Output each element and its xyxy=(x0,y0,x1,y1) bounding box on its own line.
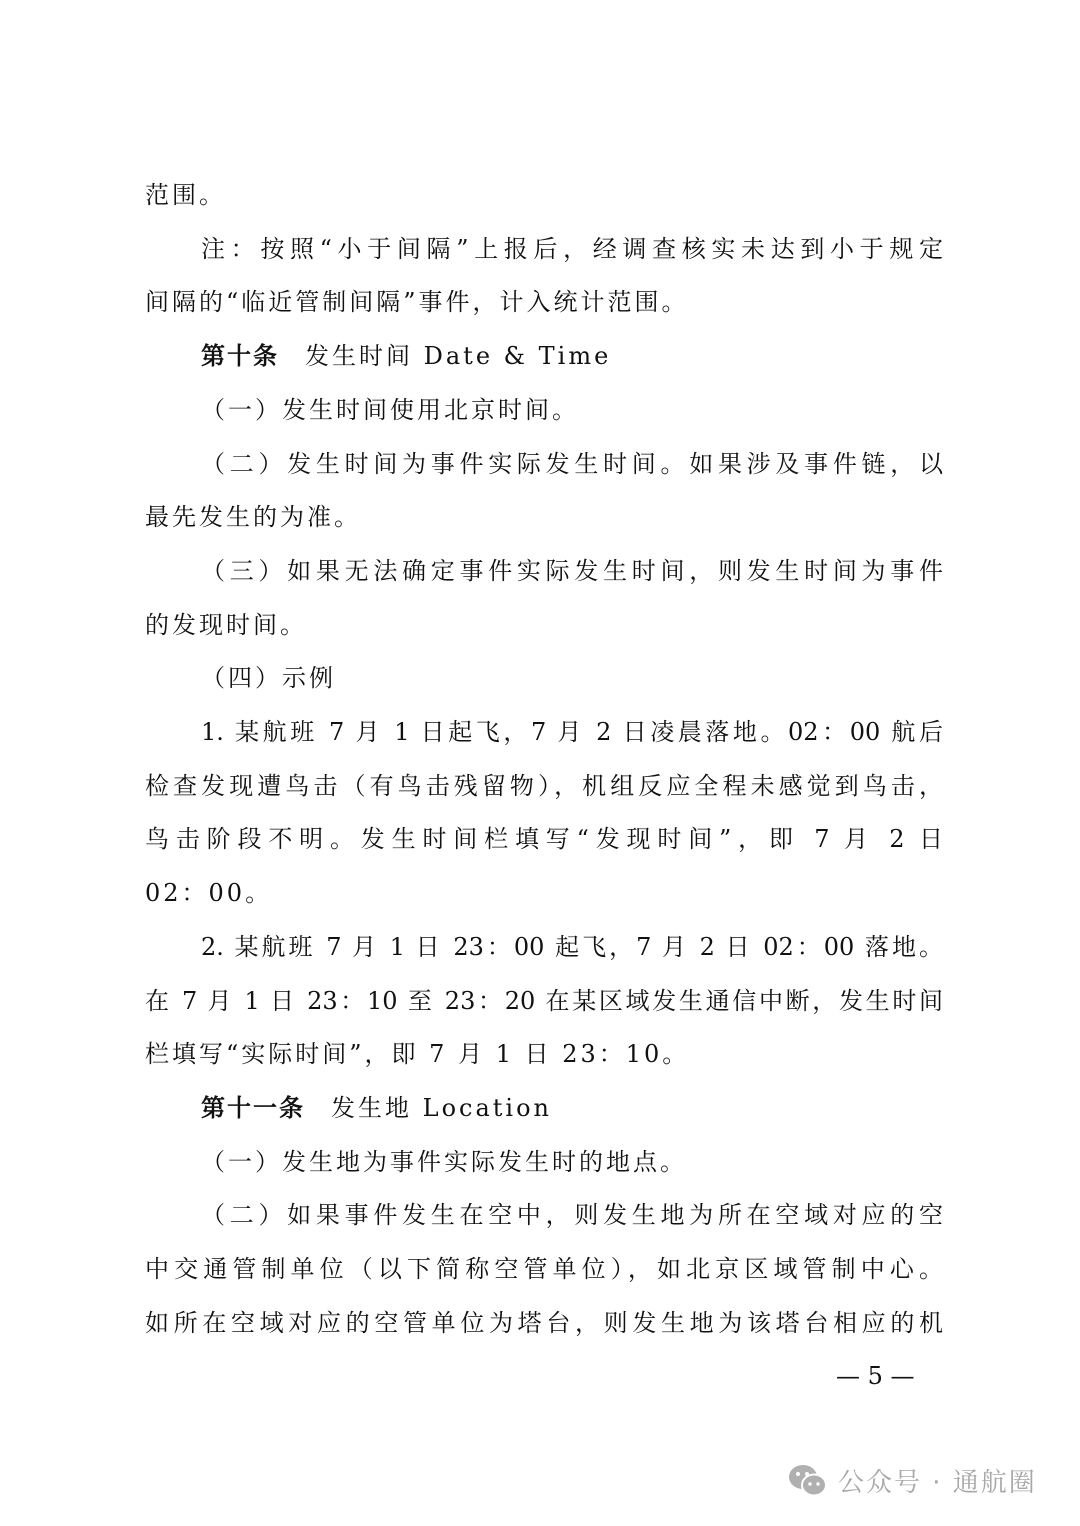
page-number: — 5 — xyxy=(836,1362,915,1390)
line-text: （二）如果事件发生在空中，则发生地为所在空域对应的空 xyxy=(201,1201,943,1230)
text-line xyxy=(201,234,943,264)
text-line xyxy=(145,824,943,854)
line-text: （一）发生时间使用北京时间。 xyxy=(201,395,579,424)
line-text: 鸟击阶段不明。发生时间栏填写“发现时间”，即 7 月 2 日 xyxy=(145,825,943,854)
text-line xyxy=(145,1039,943,1069)
text-line xyxy=(145,771,943,801)
text-line xyxy=(201,1200,943,1230)
text-line xyxy=(145,1254,943,1284)
text-line xyxy=(201,395,943,425)
text-line xyxy=(201,663,943,693)
text-line xyxy=(145,878,943,908)
article-number: 第十一条 xyxy=(201,1092,305,1122)
text-line xyxy=(145,502,943,532)
line-text: （二）发生时间为事件实际发生时间。如果涉及事件链，以 xyxy=(201,449,943,478)
line-text: 1. 某航班 7 月 1 日起飞，7 月 2 日凌晨落地。02：00 航后 xyxy=(201,718,943,746)
article-number: 第十条 xyxy=(201,341,279,371)
line-text: 栏填写“实际时间”，即 7 月 1 日 23：10。 xyxy=(145,1040,690,1069)
text-line xyxy=(145,1308,943,1338)
watermark-text: 公众号 · 通航圈 xyxy=(838,1468,1037,1498)
line-text: 发生时间 Date & Time xyxy=(305,342,612,371)
text-line xyxy=(145,287,943,317)
text-line xyxy=(145,610,943,640)
line-text: （三）如果无法确定事件实际发生时间，则发生时间为事件 xyxy=(201,556,943,585)
text-line xyxy=(145,180,943,210)
line-text: （四）示例 xyxy=(201,664,336,693)
text-line xyxy=(145,986,943,1016)
line-text: （一）发生地为事件实际发生时的地点。 xyxy=(201,1147,687,1176)
line-text: 02：00。 xyxy=(145,879,273,908)
text-line xyxy=(201,932,943,962)
line-text: 检查发现遭鸟击（有鸟击残留物），机组反应全程未感觉到鸟击， xyxy=(145,771,943,800)
article-heading xyxy=(201,1093,943,1123)
line-text: 如所在空域对应的空管单位为塔台，则发生地为该塔台相应的机 xyxy=(145,1308,943,1337)
line-text: 范围。 xyxy=(145,181,226,209)
watermark xyxy=(788,1462,1037,1499)
article-heading xyxy=(201,341,943,371)
line-text: 最先发生的为准。 xyxy=(145,503,361,532)
line-text: 2. 某航班 7 月 1 日 23：00 起飞，7 月 2 日 02：00 落地。 xyxy=(201,932,943,961)
text-line xyxy=(201,449,943,479)
line-text: 的发现时间。 xyxy=(145,610,307,639)
line-text: 间隔的“临近管制间隔”事件，计入统计范围。 xyxy=(145,288,689,317)
line-text: 注：按照“小于间隔”上报后，经调查核实未达到小于规定 xyxy=(201,234,943,263)
wechat-icon xyxy=(788,1463,828,1499)
text-line xyxy=(201,1147,943,1177)
line-text: 在 7 月 1 日 23：10 至 23：20 在某区域发生通信中断，发生时间 xyxy=(145,986,943,1015)
text-line xyxy=(201,717,943,747)
text-line xyxy=(201,556,943,586)
line-text: 发生地 Location xyxy=(331,1093,552,1122)
line-text: 中交通管制单位（以下简称空管单位），如北京区域管制中心。 xyxy=(145,1255,943,1283)
